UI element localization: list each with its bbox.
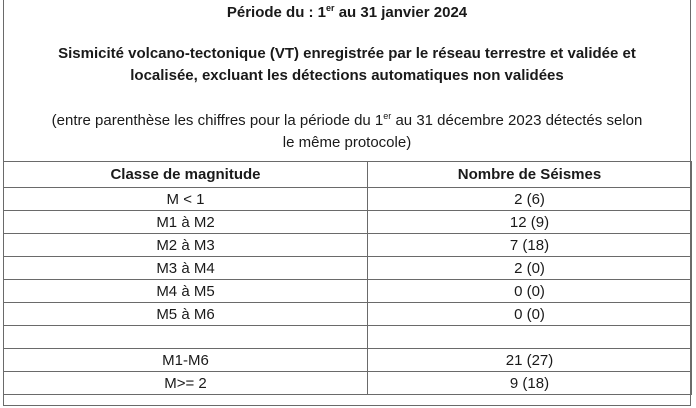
magnitude-class-cell: M5 à M6 — [4, 303, 368, 326]
magnitude-table — [3, 161, 692, 395]
magnitude-class-cell: M1-M6 — [4, 349, 368, 372]
comparison-note-line-1: (entre parenthèse les chiffres pour la période du 1er au 31 décembre 2023 détectés selon — [51, 111, 643, 129]
magnitude-class-cell: M1 à M2 — [4, 211, 368, 234]
table-row — [4, 188, 692, 211]
table-row — [4, 303, 692, 326]
magnitude-class-cell: M>= 2 — [4, 372, 368, 395]
table-row — [4, 280, 692, 303]
column-header-magnitude-class: Classe de magnitude — [4, 162, 368, 188]
earthquake-count-cell: 0 (0) — [368, 303, 692, 326]
earthquake-count-cell: 12 (9) — [368, 211, 692, 234]
table-header-row — [4, 162, 692, 188]
magnitude-class-cell — [4, 326, 368, 349]
earthquake-count-cell: 9 (18) — [368, 372, 692, 395]
magnitude-class-cell: M < 1 — [4, 188, 368, 211]
earthquake-count-cell: 2 (0) — [368, 257, 692, 280]
magnitude-class-cell: M2 à M3 — [4, 234, 368, 257]
report-title — [14, 43, 680, 87]
earthquake-count-cell: 0 (0) — [368, 280, 692, 303]
magnitude-class-cell: M3 à M4 — [4, 257, 368, 280]
table-row — [4, 234, 692, 257]
table-row-total — [4, 372, 692, 395]
earthquake-count-cell: 7 (18) — [368, 234, 692, 257]
magnitude-class-cell: M4 à M5 — [4, 280, 368, 303]
seismicity-report-frame — [3, 0, 691, 406]
report-header — [4, 0, 690, 162]
report-title-line-1: Sismicité volcano-tectonique (VT) enregistrée par le réseau terrestre et validée et — [58, 45, 636, 62]
table-row — [4, 257, 692, 280]
earthquake-count-cell — [368, 326, 692, 349]
table-row-empty — [4, 326, 692, 349]
comparison-note — [14, 110, 680, 154]
report-title-line-2: localisée, excluant les détections automatiques non validées — [130, 67, 564, 84]
earthquake-count-cell: 2 (6) — [368, 188, 692, 211]
earthquake-count-cell: 21 (27) — [368, 349, 692, 372]
table-row — [4, 211, 692, 234]
column-header-earthquake-count: Nombre de Séismes — [368, 162, 692, 188]
table-row-total — [4, 349, 692, 372]
comparison-note-line-2: le même protocole) — [282, 134, 412, 151]
period-heading: Période du : 1er au 31 janvier 2024 — [226, 3, 468, 21]
